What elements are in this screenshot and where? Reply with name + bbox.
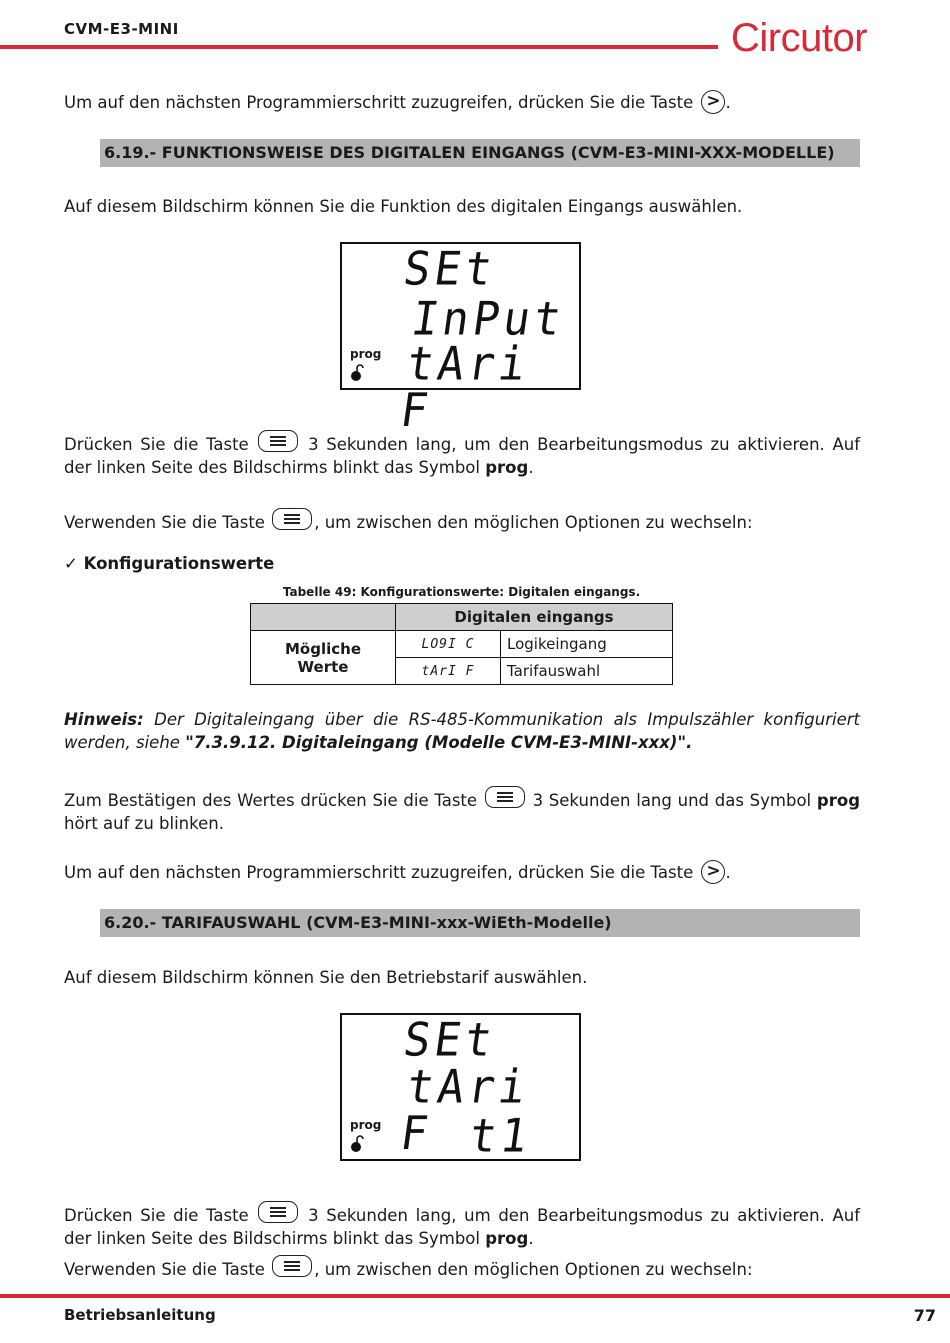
prog-word: prog xyxy=(485,1229,529,1248)
check-icon: ✓ xyxy=(64,554,78,573)
next-key-icon: > xyxy=(701,90,725,114)
table-row-label: Mögliche Werte xyxy=(251,631,396,685)
lcd-line-1: SEt xyxy=(400,1013,500,1068)
header-title: CVM-E3-MINI xyxy=(64,20,179,38)
menu-key-icon xyxy=(485,786,525,808)
section-620-intro: Auf diesem Bildschirm können Sie den Betriebstarif auswählen. xyxy=(64,968,588,987)
press-text-end: . xyxy=(528,1229,534,1248)
use-text-before: Verwenden Sie die Taste xyxy=(64,513,271,532)
lcd-line-1: SEt xyxy=(400,242,500,297)
page-number: 77 xyxy=(913,1306,936,1325)
table-corner-cell xyxy=(251,604,396,631)
lcd-display-620 xyxy=(340,1013,581,1164)
lock-icon xyxy=(350,1135,366,1153)
note-text: Der Digitaleingang über die RS-485-Kommunikation als Impulszähler konfiguriert werden, siehe xyxy=(64,710,860,752)
section-619-press-paragraph xyxy=(64,430,860,479)
check-heading xyxy=(64,554,274,573)
table-cell-code: LO9I C xyxy=(396,631,501,658)
section-619-title: 6.19.- FUNKTIONSWEISE DES DIGITALEN EINGANGS (CVM-E3-MINI-XXX-MODELLE) xyxy=(100,139,860,167)
prog-label: prog xyxy=(350,347,382,361)
section-620-title: 6.20.- TARIFAUSWAHL (CVM-E3-MINI-xxx-WiEth-Modelle) xyxy=(100,909,860,937)
menu-key-icon xyxy=(272,1255,312,1277)
lcd-line-3: tAri F xyxy=(397,337,534,438)
intro-next-text: Um auf den nächsten Programmierschritt zuzugreifen, drücken Sie die Taste xyxy=(64,93,699,112)
use-text-after: , um zwischen den möglichen Optionen zu wechseln: xyxy=(314,513,753,532)
header-rule xyxy=(0,45,718,49)
confirm-text-after: 3 Sekunden lang und das Symbol xyxy=(526,791,817,810)
check-title: Konfigurationswerte xyxy=(83,554,275,573)
footer-rule xyxy=(0,1294,950,1298)
section-620-press-paragraph xyxy=(64,1201,860,1250)
section-620-use-paragraph xyxy=(64,1255,860,1281)
lcd-line-2: tAri F xyxy=(397,1060,534,1161)
note-paragraph xyxy=(64,708,860,754)
table-header-row xyxy=(251,604,673,631)
confirm-prog-word: prog xyxy=(816,791,861,810)
menu-key-icon xyxy=(272,508,312,530)
confirm-text-end: hört auf zu blinken. xyxy=(64,814,224,833)
table-caption: Tabelle 49: Konfigurationswerte: Digitalen eingangs. xyxy=(282,585,641,599)
press-text-before: Drücken Sie die Taste xyxy=(64,1206,257,1225)
table-cell-code: tArI F xyxy=(396,658,501,685)
use-text-after: , um zwischen den möglichen Optionen zu wechseln: xyxy=(314,1260,753,1279)
note-label: Hinweis: xyxy=(64,710,144,729)
intro-next-paragraph xyxy=(64,90,860,114)
lock-icon xyxy=(350,364,366,382)
table-cell-label: Logikeingang xyxy=(501,631,673,658)
intro-next-end: . xyxy=(725,93,731,112)
press-text-after: 3 Sekunden lang, um den Bearbeitungsmodus zu aktivieren. Auf der linken Seite des Bildschirms blinkt das Symbol xyxy=(64,1206,861,1248)
confirm-text-before: Zum Bestätigen des Wertes drücken Sie die Taste xyxy=(64,791,483,810)
section-619-next-paragraph xyxy=(64,860,860,884)
press-text-after: 3 Sekunden lang, um den Bearbeitungsmodus zu aktivieren. Auf der linken Seite des Bildschirms blinkt das Symbol xyxy=(64,435,861,477)
press-text-before: Drücken Sie die Taste xyxy=(64,435,257,454)
footer-label: Betriebsanleitung xyxy=(64,1306,216,1324)
section-619-use-paragraph xyxy=(64,508,860,534)
next-key-icon: > xyxy=(701,860,725,884)
table-row xyxy=(251,631,673,658)
menu-key-icon xyxy=(258,430,298,452)
table-cell-label: Tarifauswahl xyxy=(501,658,673,685)
next-text-end: . xyxy=(725,863,731,882)
confirm-paragraph xyxy=(64,786,860,835)
prog-word: prog xyxy=(485,458,529,477)
lcd-display-619 xyxy=(340,242,581,438)
prog-label: prog xyxy=(350,1118,382,1132)
menu-key-icon xyxy=(258,1201,298,1223)
use-text-before: Verwenden Sie die Taste xyxy=(64,1260,271,1279)
table-header-cell: Digitalen eingangs xyxy=(396,604,673,631)
config-table xyxy=(250,603,673,685)
brand-logo: Circutor xyxy=(731,16,868,60)
lcd-line-2: InPut xyxy=(408,292,569,347)
press-text-end: . xyxy=(528,458,534,477)
next-text: Um auf den nächsten Programmierschritt zuzugreifen, drücken Sie die Taste xyxy=(64,863,699,882)
section-619-intro: Auf diesem Bildschirm können Sie die Funktion des digitalen Eingangs auswählen. xyxy=(64,197,743,216)
note-reference: "7.3.9.12. Digitaleingang (Modelle CVM-E3-MINI-xxx)". xyxy=(185,733,693,752)
lcd-line-3: t1 xyxy=(466,1109,535,1164)
